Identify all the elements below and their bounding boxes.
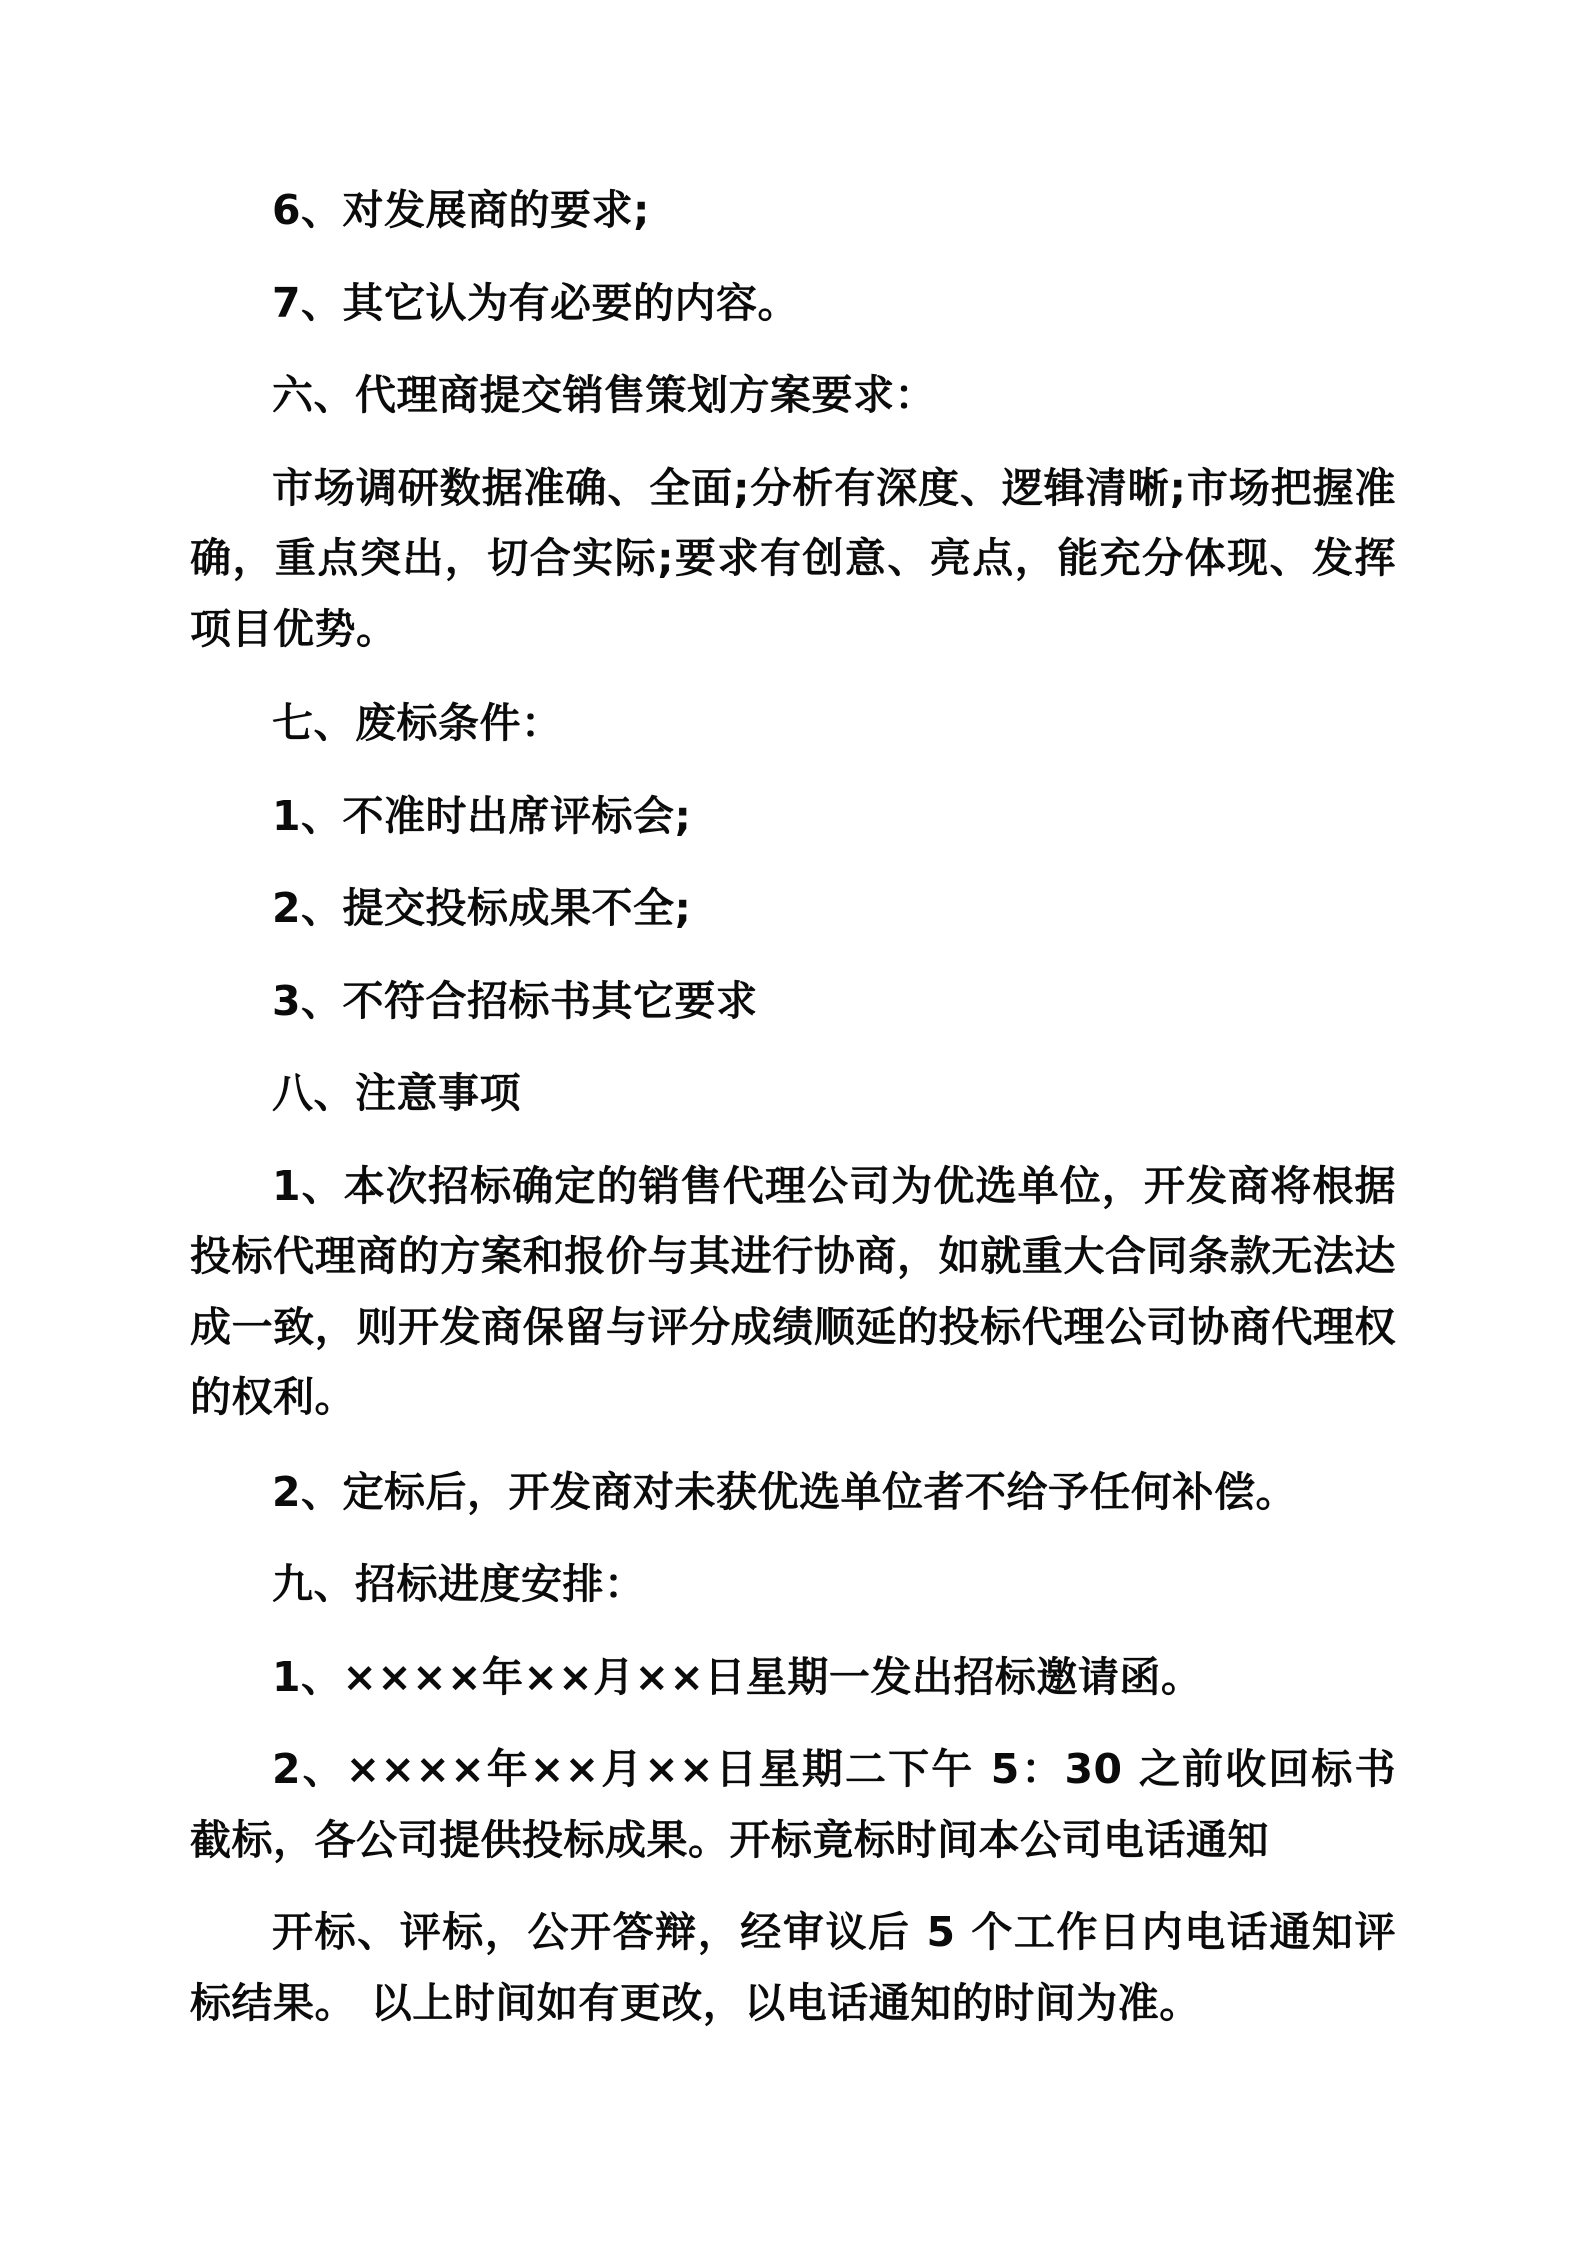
- heading-section-8: 八、注意事项: [272, 1069, 521, 1118]
- heading-section-6: 六、代理商提交销售策划方案要求：: [272, 371, 936, 420]
- paragraph-section-9-item-2: 2、××××年××月××日星期二下午 5：30 之前收回标书截标，各公司提供投标成果。开标竟标时间本公司电话通知: [190, 1745, 1396, 1864]
- paragraph-section-7-item-1: 1、不准时出席评标会;: [272, 791, 692, 840]
- paragraph-section-8-item-2: 2、定标后，开发商对未获优选单位者不给予任何补偿。: [272, 1467, 1298, 1516]
- document-body: [190, 175, 1396, 2038]
- paragraph-section-8-item-1: 1、本次招标确定的销售代理公司为优选单位，开发商将根据投标代理商的方案和报价与其进行协商，如就重大合同条款无法达成一致，则开发商保留与评分成绩顺延的投标代理公司协商代理权的权利。: [190, 1161, 1396, 1422]
- paragraph-section-7-item-3: 3、不符合招标书其它要求: [272, 976, 758, 1025]
- heading-section-7: 七、废标条件：: [272, 699, 563, 748]
- paragraph-item-6-developer-requirements: 6、对发展商的要求;: [272, 186, 650, 234]
- paragraph-section-9-item-3: 开标、评标，公开答辩，经审议后 5 个工作日内电话通知评标结果。 以上时间如有更改，以电话通知的时间为准。: [190, 1908, 1396, 2027]
- paragraph-section-6-body: 市场调研数据准确、全面;分析有深度、逻辑清晰;市场把握准确，重点突出，切合实际;要求有创意、亮点，能充分体现、发挥项目优势。: [190, 463, 1396, 653]
- paragraph-section-7-item-2: 2、提交投标成果不全;: [272, 884, 692, 933]
- paragraph-item-7-other-content: 7、其它认为有必要的内容。: [272, 278, 800, 327]
- paragraph-section-9-item-1: 1、××××年××月××日星期一发出招标邀请函。: [272, 1652, 1203, 1701]
- heading-section-9: 九、招标进度安排：: [272, 1560, 646, 1609]
